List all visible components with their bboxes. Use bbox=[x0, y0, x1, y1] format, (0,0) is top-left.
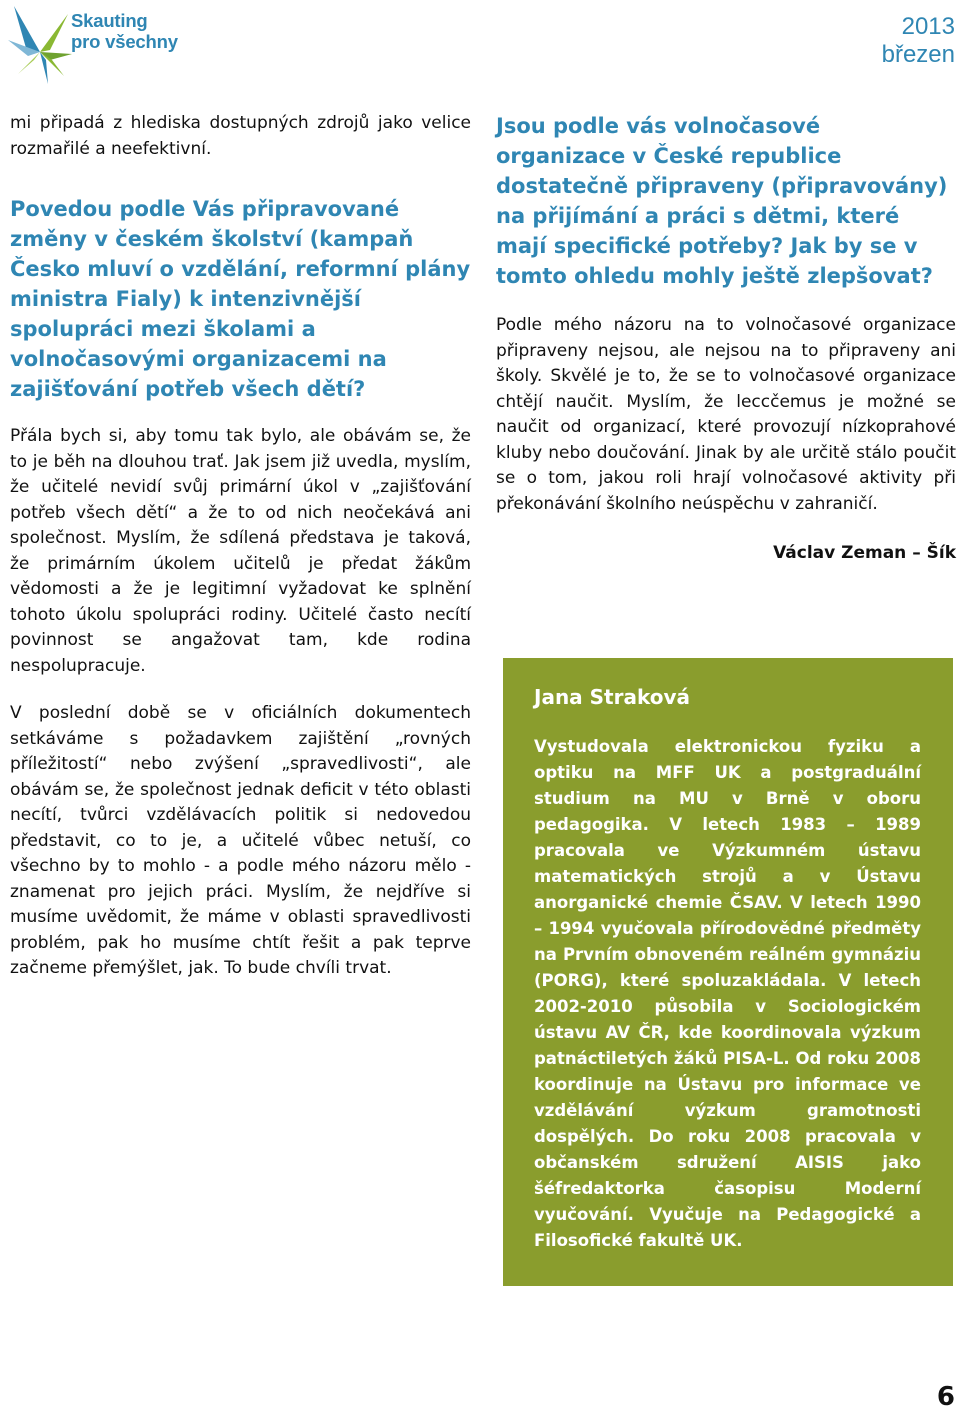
interview-question-2: Jsou podle vás volnočasové organizace v České republice dostatečně připraveny (připravovány) na přijímání a práci s dětmi, které mají specifické potřeby? Jak by se v tomto ohledu mohly ještě zlepšovat? bbox=[496, 114, 948, 288]
author-bio-box bbox=[503, 658, 953, 1286]
answer-paragraph-2: V poslední době se v oficiálních dokumentech setkáváme s požadavkem zajištění „rovných příležitostí“ nebo zvýšení „spravedlivosti“, ale obávám se, že společnost jednak deficit v této oblasti necítí, tvůrci vzdělávacích politik si nedovedou představit, co to je, a učitelé vůbec netuší, co všechno by to mohlo - a podle mého názoru mělo - znamenat pro jejich práci. Myslím, že nejdříve si musíme uvědomit, že máme v oblasti spravedlivosti problém, pak ho musíme chtít řešit a pak teprve začneme přemýšlet, jak. To bude chvíli trvat. bbox=[10, 703, 471, 978]
interview-question-1: Povedou podle Vás připravované změny v českém školství (kampaň Česko mluví o vzdělání, reformní plány ministra Fialy) k intenzivnější spolupráci mezi školami a volnočasovými organizacemi na zajišťování potřeb všech dětí? bbox=[10, 197, 471, 401]
logo-star-icon bbox=[8, 4, 72, 86]
skauting-logo bbox=[8, 4, 183, 86]
logo-line-2: pro všechny bbox=[71, 31, 178, 52]
left-column bbox=[10, 111, 471, 982]
intro-paragraph: mi připadá z hlediska dostupných zdrojů jako velice rozmařilé a neefektivní. bbox=[10, 113, 471, 159]
right-column bbox=[496, 111, 956, 563]
bio-name: Jana Straková bbox=[534, 685, 690, 709]
page-number: 6 bbox=[936, 1382, 955, 1412]
answer-paragraph-3: Podle mého názoru na to volnočasové organizace připraveny nejsou, ale nejsou na to připraveny ani školy. Skvělé je to, že se to volnočasové organizace chtějí naučit. Myslím, že leccčemus je možné se naučit od organizací, které provozují nízkoprahové kluby nebo doučování. Jinak by ale určitě stálo poučit se o tom, jakou roli hrají volnočasové aktivity při překonávání školního neúspěchu v zahraničí. bbox=[496, 315, 956, 514]
answer-paragraph-1: Přála bych si, aby tomu tak bylo, ale obávám se, že to je běh na dlouhou trať. Jak jsem již uvedla, myslím, že učitelé nevidí svůj primární úkol v „zajišťování potřeb všech dětí“ a že to od nich neočekává ani společnost. Myslím, že sdílená představa je taková, že primárním úkolem učitelů je předat žákům vědomosti a že je legitimní vyžadovat ke splnění tohoto úkolu spolupráci rodiny. Učitelé často necítí povinnost se angažovat tam, kde rodina nespolupracuje. bbox=[10, 426, 471, 676]
author-signature: Václav Zeman – Šík bbox=[773, 543, 956, 563]
bio-text: Vystudovala elektronickou fyziku a optiku na MFF UK a postgraduální studium na MU v Brně v oboru pedagogika. V letech 1983 – 1989 pracovala ve Výzkumném ústavu matematických strojů a v Ústavu anorganické chemie ČSAV. V letech 1990 – 1994 vyučovala přírodovědné předměty na Prvním obnoveném reálném gymnáziu (PORG), které spoluzakládala. V letech 2002-2010 působila v Sociologickém ústavu AV ČR, kde koordinovala výzkum patnáctiletých žáků PISA-L. Od roku 2008 koordinuje na Ústavu pro informace ve vzdělávání výzkum gramotnosti dospělých. Do roku 2008 pracovala v občanském sdružení AISIS jako šéfredaktorka časopisu Moderní vyučování. Vyučuje na Pedagogické a Filosofické fakultě UK. bbox=[534, 737, 921, 1250]
issue-year: 2013 bbox=[901, 13, 955, 40]
issue-month: březen bbox=[881, 41, 955, 68]
logo-wordmark bbox=[71, 10, 178, 52]
logo-line-1: Skauting bbox=[71, 10, 148, 31]
